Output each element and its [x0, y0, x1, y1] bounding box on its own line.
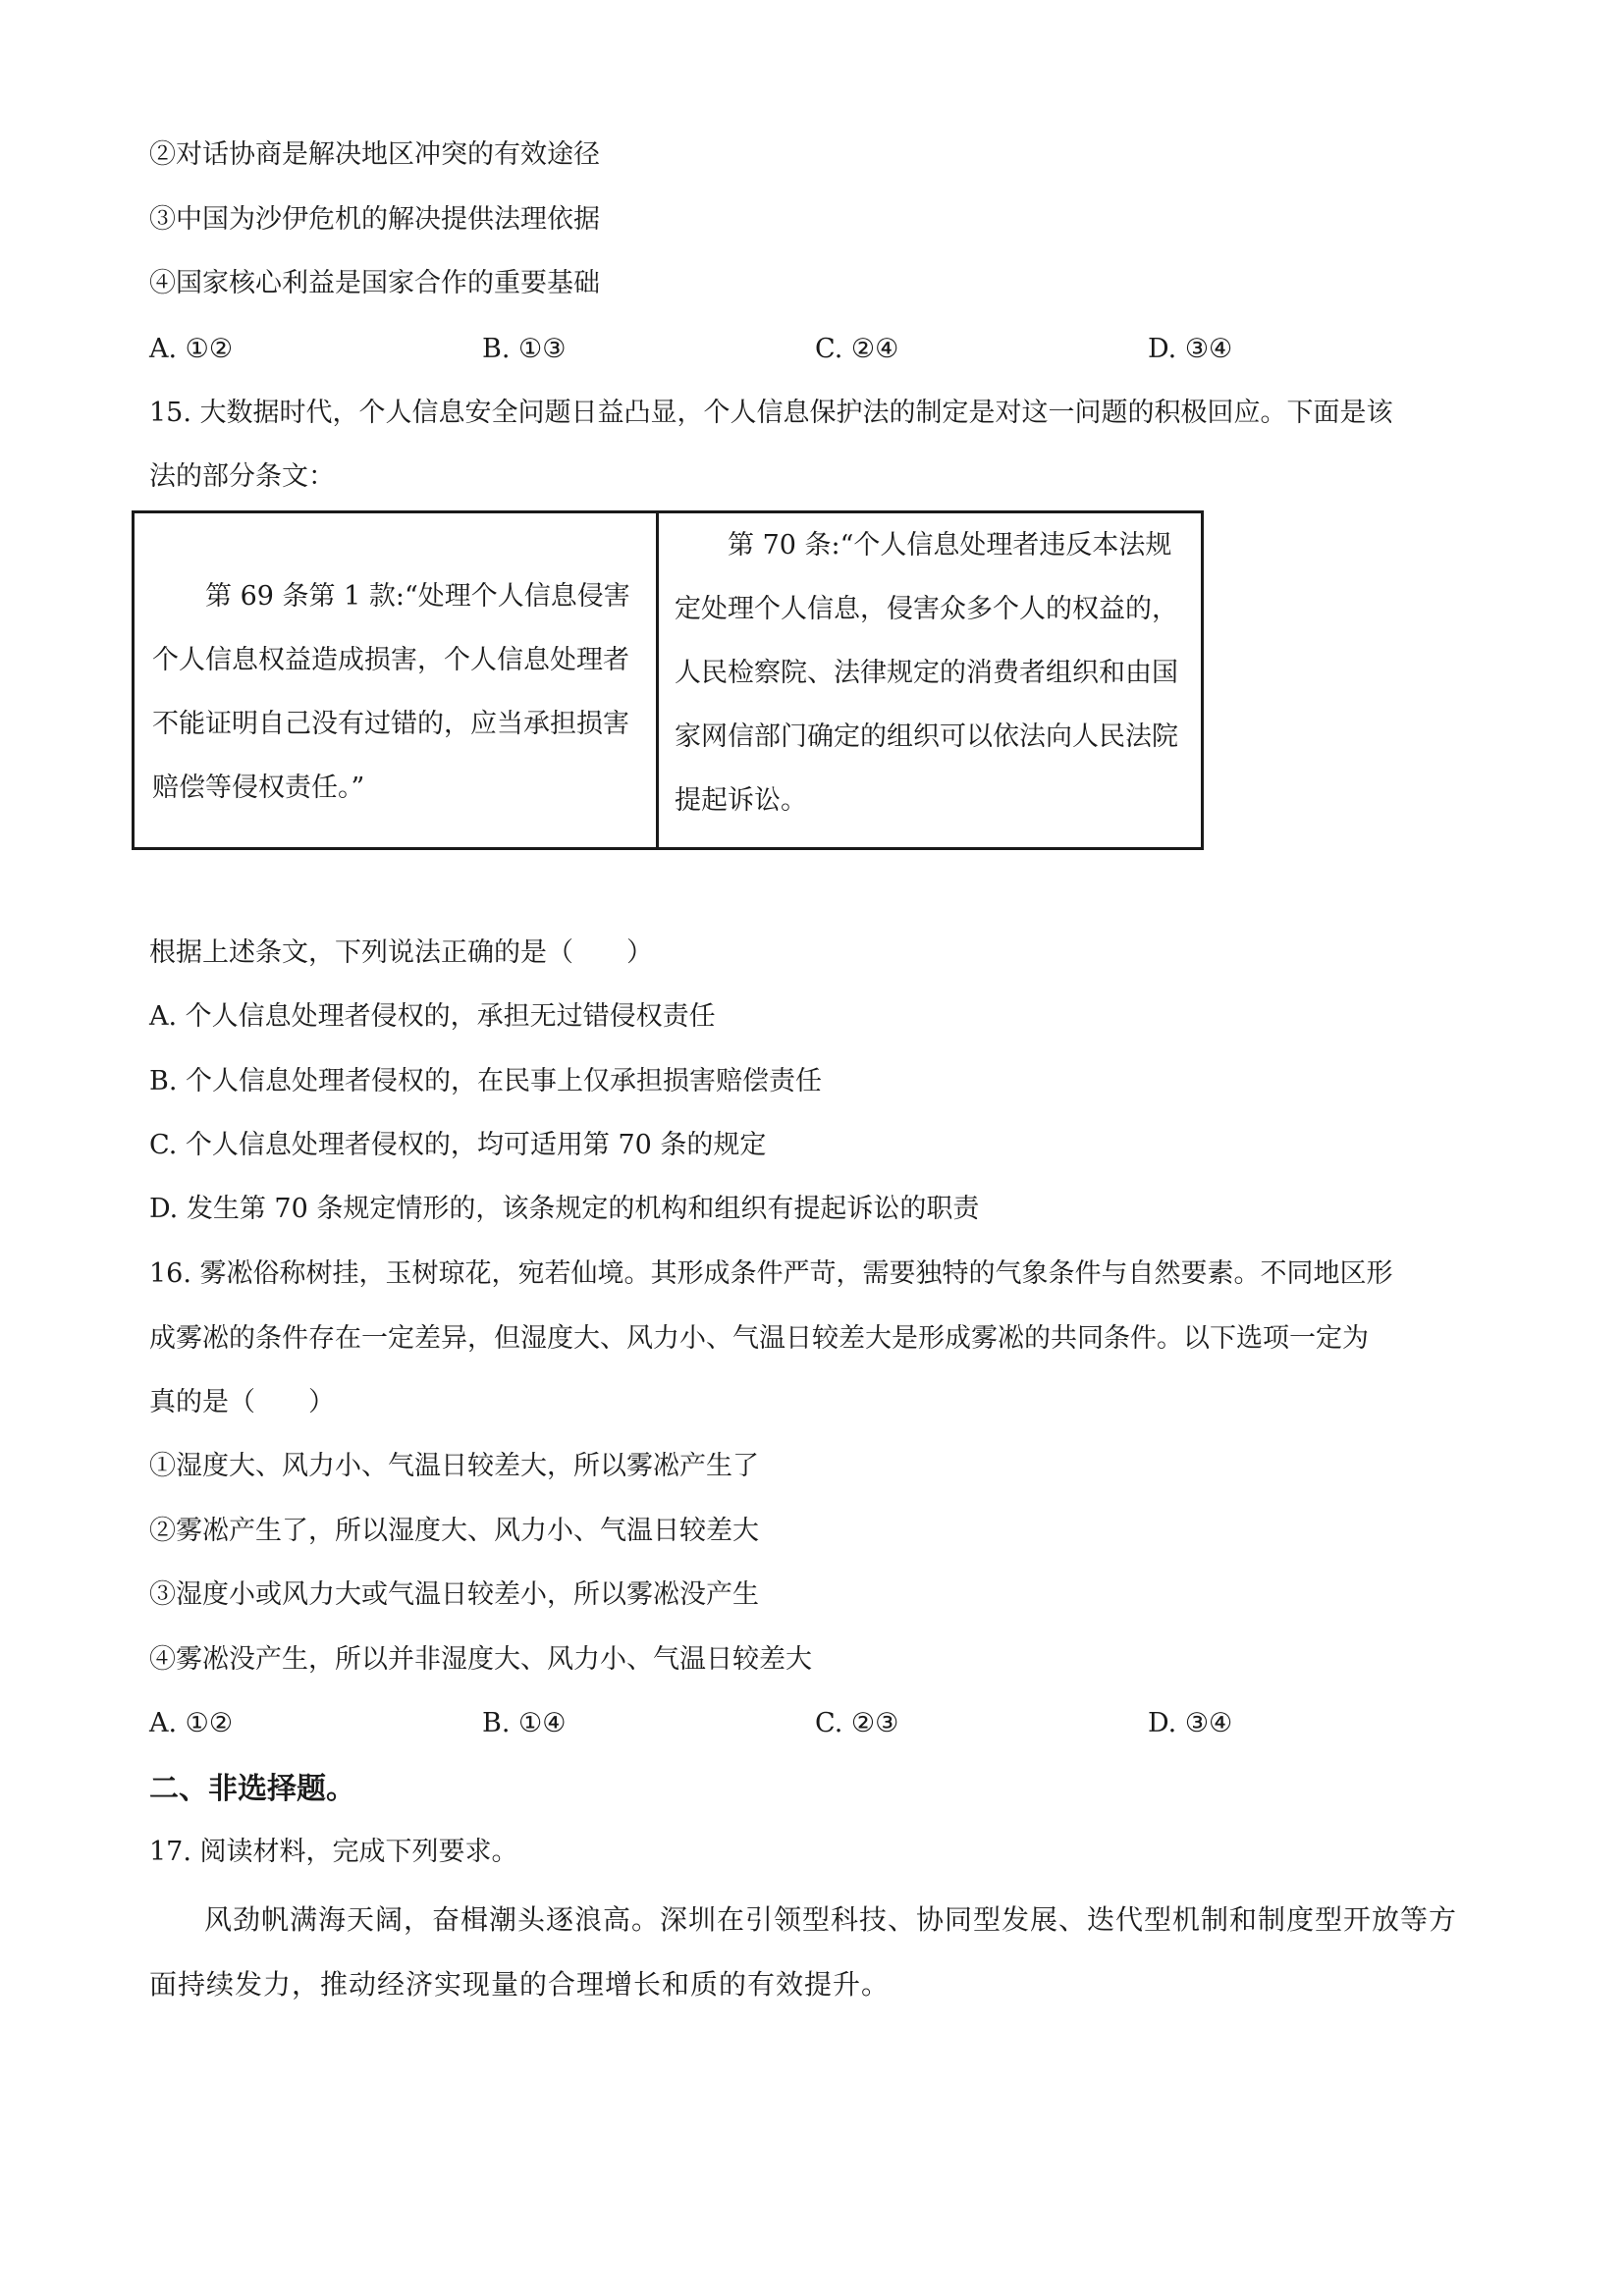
law-articles-table	[132, 510, 1204, 850]
q16-statement-3: ③湿度小或风力大或气温日较差小，所以雾凇没产生	[149, 1579, 759, 1610]
q15-option-c: C. 个人信息处理者侵权的，均可适用第 70 条的规定	[149, 1130, 767, 1160]
q16-statement-1: ①湿度大、风力小、气温日较差大，所以雾凇产生了	[149, 1451, 759, 1481]
q16-stem-line-1: 16. 雾凇俗称树挂，玉树琼花，宛若仙境。其形成条件严苛，需要独特的气象条件与自然要素。不同地区形	[149, 1258, 1393, 1289]
q15-question: 根据上述条文，下列说法正确的是（ ）	[149, 937, 653, 968]
q16-options	[149, 1706, 1426, 1741]
q15-option-b: B. 个人信息处理者侵权的，在民事上仅承担损害赔偿责任	[149, 1066, 823, 1096]
q16-option-d: D. ③④	[1148, 1708, 1233, 1738]
article-70-text: 第 70 条:“个人信息处理者违反本法规定处理个人信息，侵害众多个人的权益的，人民检察院、法律规定的消费者组织和由国家网信部门确定的组织可以依法向人民法院提起诉讼。	[675, 530, 1178, 816]
q17-stem: 17. 阅读材料，完成下列要求。	[149, 1837, 518, 1867]
q14-option-c: C. ②④	[815, 334, 899, 364]
q17-material: 风劲帆满海天阔，奋楫潮头逐浪高。深圳在引领型科技、协同型发展、迭代型机制和制度型开放等方面持续发力，推动经济实现量的合理增长和质的有效提升。	[149, 1903, 1458, 2001]
q16-option-b: B. ①④	[482, 1708, 567, 1738]
q15-stem-line-2: 法的部分条文：	[149, 461, 335, 492]
q14-statement-4: ④国家核心利益是国家合作的重要基础	[149, 268, 600, 298]
q15-option-a: A. 个人信息处理者侵权的，承担无过错侵权责任	[149, 1001, 716, 1032]
q16-option-c: C. ②③	[815, 1708, 899, 1738]
article-69-text: 第 69 条第 1 款:“处理个人信息侵害个人信息权益造成损害，个人信息处理者不能证明自己没有过错的，应当承担损害赔偿等侵权责任。”	[152, 581, 630, 803]
q16-stem-line-2: 成雾凇的条件存在一定差异，但湿度大、风力小、气温日较差大是形成雾凇的共同条件。以下选项一定为	[149, 1323, 1369, 1354]
q16-option-a: A. ①②	[149, 1708, 234, 1738]
q14-statement-3: ③中国为沙伊危机的解决提供法理依据	[149, 204, 600, 235]
q14-options	[149, 332, 1426, 367]
q16-stem-line-3: 真的是（ ）	[149, 1387, 335, 1417]
q15-stem-line-1: 15. 大数据时代，个人信息安全问题日益凸显，个人信息保护法的制定是对这一问题的积极回应。下面是该	[149, 398, 1393, 428]
q14-option-a: A. ①②	[149, 334, 234, 364]
q14-option-b: B. ①③	[482, 334, 567, 364]
section-heading: 二、非选择题。	[149, 1772, 355, 1806]
q14-statement-2: ②对话协商是解决地区冲突的有效途径	[149, 139, 600, 170]
article-69-cell	[135, 513, 659, 847]
article-70-cell	[659, 513, 1201, 847]
q16-statement-2: ②雾凇产生了，所以湿度大、风力小、气温日较差大	[149, 1516, 759, 1546]
q16-statement-4: ④雾凇没产生，所以并非湿度大、风力小、气温日较差大	[149, 1644, 812, 1675]
q15-option-d: D. 发生第 70 条规定情形的，该条规定的机构和组织有提起诉讼的职责	[149, 1194, 980, 1224]
q14-option-d: D. ③④	[1148, 334, 1233, 364]
